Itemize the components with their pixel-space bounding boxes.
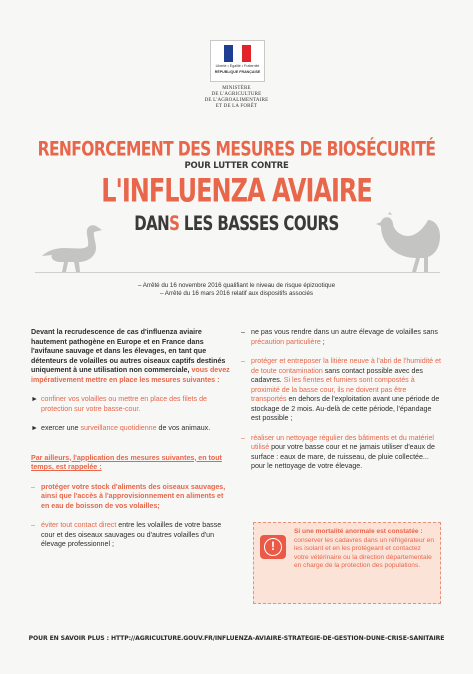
section-reminder-heading: Par ailleurs, l'application des mesures suivantes, en tout temps, est rappelée : — [31, 453, 222, 471]
french-flag-icon — [224, 45, 251, 62]
measure-no-visit: – ne pas vous rendre dans un autre élevage de volailles sans précaution particulière ; — [241, 328, 438, 346]
right-column — [241, 328, 441, 472]
ministry-name: MINISTÈRE DE L'AGRICULTURE DE L'AGROALIMENTAIRE ET DE LA FORÊT — [204, 86, 269, 109]
logo-motto: Liberté • Égalité • Fraternité — [215, 64, 260, 68]
ministry-logo — [210, 40, 265, 82]
measure-confine: ► confiner vos volailles ou mettre en place des filets de protection sur votre basse-cour. — [31, 395, 208, 413]
footer-more-info: POUR EN SAVOIR PLUS : HTTP://AGRICULTURE.GOUV.FR/INFLUENZA-AVIAIRE-STRATEGIE-DE-GESTION-DUNE-CRISE-SANITAIRE — [28, 635, 445, 642]
hen-silhouette-icon — [376, 212, 442, 274]
measure-protect-food: – protéger votre stock d'aliments des oiseaux sauvages, ainsi que l'accès à l'approvisionnement en aliments et en eau de boisson de vos volailles; — [31, 482, 226, 510]
ground-divider — [35, 272, 440, 273]
logo-republic: RÉPUBLIQUE FRANÇAISE — [214, 70, 261, 74]
title-backyards: DANS LES BASSES COURS — [134, 212, 339, 236]
goose-silhouette-icon — [40, 222, 110, 274]
measure-litter: – protéger et entreposer la litière neuve à l'abri de l'humidité et de toute contamination sans contact possible avec des cadavres. Si les fientes et fumiers sont compostés à proximité de la basse cour, ils ne doivent pas être transportés en dehors de l'exploitation avant une période de stockage de 2 mois. Au-delà de cette période, l'épandage est possible ; — [241, 357, 442, 422]
measure-surveillance: ► exercer une surveillance quotidienne de vos animaux. — [31, 424, 211, 432]
measure-avoid-contact: – éviter tout contact direct entre les volailles de votre basse cour et des oiseaux sauvages ou d'autres volailles d'un élevage professionnel ; — [31, 521, 222, 548]
exclamation-icon: ! — [260, 535, 286, 559]
decree-references — [0, 282, 473, 298]
left-column — [31, 328, 231, 550]
triangle-bullet-icon: ► — [31, 424, 39, 432]
title-avian-flu: L'INFLUENZA AVIAIRE — [101, 172, 372, 210]
measure-cleaning: – réaliser un nettoyage régulier des bâtiments et du matériel utilisé pour votre basse cour et ne jamais utiliser d'eaux de surface : eaux de mare, de ruisseau, de pluie collectée... pour le nettoyage de votre élevage. — [241, 433, 435, 470]
title-biosecurity: RENFORCEMENT DES MESURES DE BIOSÉCURITÉ — [37, 138, 436, 161]
alert-text: Si une mortalité anormale est constatée : conserver les cadavres dans un réfrigérateur en les isolant et en les protégeant et contactez votre vétérinaire ou la direction départementale en charge de la protection des populations. — [294, 528, 435, 570]
mortality-alert-box — [253, 522, 441, 604]
decree-2: – Arrêté du 16 mars 2016 relatif aux dispositifs associés — [159, 290, 314, 297]
triangle-bullet-icon: ► — [31, 395, 39, 403]
subtitle-fight: POUR LUTTER CONTRE — [184, 161, 289, 171]
intro-paragraph: Devant la recrudescence de cas d'influenza aviaire hautement pathogène en Europe et en France dans l'avifaune sauvage et dans les élevages, en tant que détenteurs de volailles ou autres oiseaux captifs destinés uniquement à une utilisation non commerciale, vous devez impérativement mettre en place les mesures suivantes : — [31, 328, 230, 384]
decree-1: – Arrêté du 16 novembre 2016 qualifiant le niveau de risque épizootique — [137, 282, 336, 289]
